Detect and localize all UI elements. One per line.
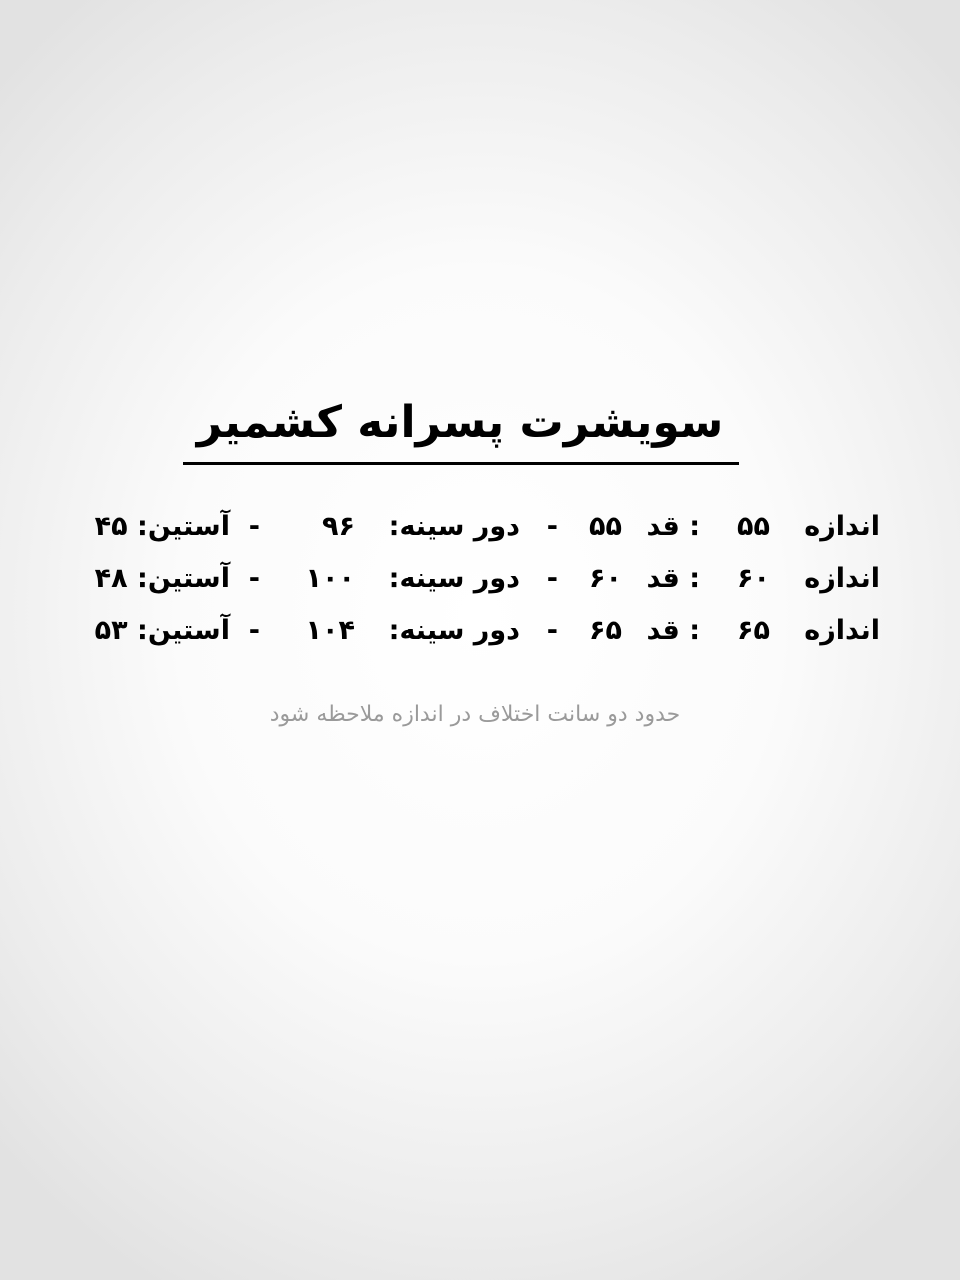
chest-value: ۹۶ [322, 511, 355, 542]
size-value: ۵۵ [737, 511, 770, 542]
separator: - [546, 563, 558, 594]
chest-label: دور سینه: [388, 563, 520, 594]
separator: - [248, 615, 260, 646]
title-underline [183, 462, 739, 465]
sleeve-value: آستین: ۵۳ [94, 615, 230, 646]
size-row [70, 609, 880, 661]
size-label: اندازه [804, 563, 880, 594]
size-row [70, 557, 880, 609]
size-label: اندازه [804, 615, 880, 646]
chest-value: ۱۰۰ [305, 563, 355, 594]
length-label: : قد [646, 563, 700, 594]
length-value: ۵۵ [589, 511, 622, 542]
sleeve-value: آستین: ۴۵ [94, 511, 230, 542]
length-label: : قد [646, 511, 700, 542]
length-label: : قد [646, 615, 700, 646]
length-value: ۶۵ [589, 615, 622, 646]
size-row [70, 505, 880, 557]
sleeve-value: آستین: ۴۸ [94, 563, 230, 594]
chest-value: ۱۰۴ [305, 615, 355, 646]
length-value: ۶۰ [589, 563, 622, 594]
size-table [70, 505, 880, 661]
separator: - [546, 511, 558, 542]
size-label: اندازه [804, 511, 880, 542]
size-value: ۶۰ [737, 563, 770, 594]
product-title: سویشرت پسرانه کشمیر [196, 397, 724, 448]
size-tolerance-note: حدود دو سانت اختلاف در اندازه ملاحظه شود [269, 702, 681, 727]
separator: - [546, 615, 558, 646]
separator: - [248, 563, 260, 594]
size-value: ۶۵ [737, 615, 770, 646]
chest-label: دور سینه: [388, 615, 520, 646]
separator: - [248, 511, 260, 542]
chest-label: دور سینه: [388, 511, 520, 542]
